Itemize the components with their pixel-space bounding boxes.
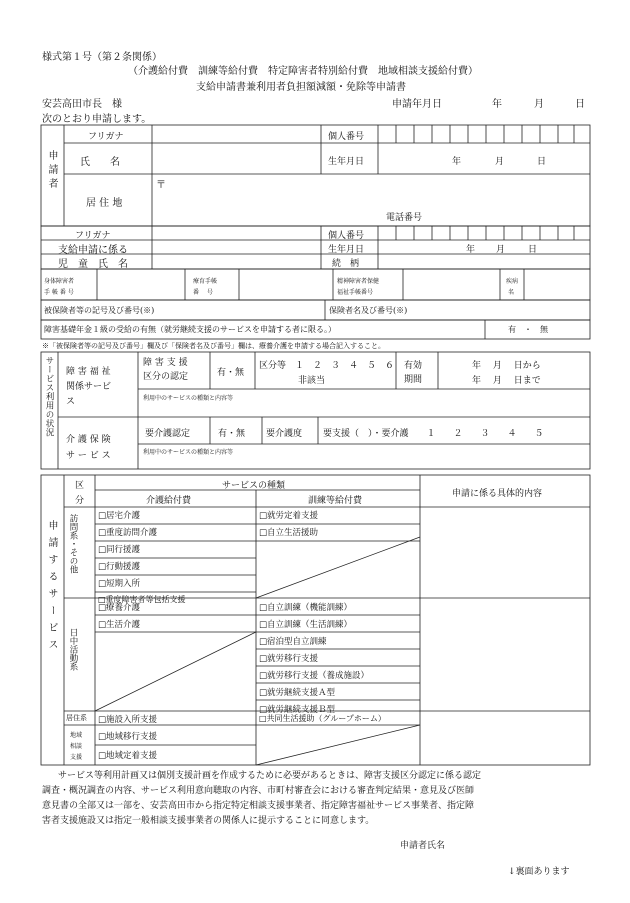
checkbox-group-home[interactable]: □共同生活援助（グループホーム） — [259, 714, 386, 723]
care-in-use-label: 利用中のサービスの種類と内容等 — [143, 449, 234, 456]
valid-period-label-2: 期間 — [404, 375, 423, 385]
support-class-scale: 区分等 １ ２ ３ ４ ５ ６ — [259, 361, 395, 371]
postal-mark: 〒 — [156, 180, 166, 191]
checkbox-medical-care[interactable]: □療養介護 — [98, 603, 141, 613]
checkbox-independent-living[interactable]: □自立生活援助 — [259, 528, 319, 538]
intro-text: 次のとおり申請します。 — [42, 114, 152, 125]
checkbox-employment-transition[interactable]: □就労移行支援 — [259, 654, 319, 664]
applicant-birth-label: 生年月日 — [328, 157, 365, 167]
checkbox-work-retention[interactable]: □就労定着支援 — [259, 511, 319, 521]
care-cert-label: 要介護認定 — [145, 429, 191, 439]
checkbox-life-care[interactable]: □生活介護 — [98, 620, 141, 630]
category-community-2: 相談 — [70, 743, 83, 750]
insured-no-label: 被保険者等の記号及び番号(※) — [44, 306, 155, 315]
welfare-in-use-label: 利用中のサービスの種類と内容等 — [143, 395, 234, 402]
category-community-1: 地域 — [70, 732, 83, 739]
applicant-birth-month: 月 — [495, 157, 505, 167]
checkbox-short-stay[interactable]: □短期入所 — [98, 579, 141, 589]
welfare-label-3: ス — [66, 397, 76, 407]
checkbox-residential-training[interactable]: □宿泊型自立訓練 — [259, 637, 327, 647]
physical-handbook-label-1: 身体障害者 — [44, 278, 75, 285]
child-label-1: 支給申請に係る — [58, 245, 128, 256]
checkbox-severe-visit-care[interactable]: □重度訪問介護 — [98, 528, 158, 538]
checkbox-home-care[interactable]: □居宅介護 — [98, 511, 141, 521]
date-month: 月 — [534, 99, 544, 110]
category-residence: 居住系 — [66, 714, 87, 722]
period-to: 年 月 日まで — [472, 376, 541, 386]
checkbox-community-transition[interactable]: □地域移行支援 — [98, 732, 158, 742]
applicant-birth-year: 年 — [452, 157, 462, 167]
child-birth-year: 年 — [466, 245, 476, 255]
insurer-label: 保険者名及び番号(※) — [329, 306, 408, 315]
kubun-label-1: 区 — [75, 481, 85, 491]
valid-period-label-1: 有効 — [404, 361, 423, 371]
child-label-2: 児 童 氏 名 — [58, 259, 128, 270]
support-class-yes-no: 有・無 — [217, 368, 245, 378]
category-day-activity: 日中活動系 — [68, 628, 78, 671]
checkbox-accompany-support[interactable]: □同行援護 — [98, 545, 141, 555]
form-subtitle: （介護給付費 訓練等給付費 特定障害者特別給付費 地域相談支援給付費） — [128, 66, 478, 77]
consent-text-1: サービス等利用計画又は個別支援計画を作成するために必要があるときは、障害支援区分認定に係る認定 — [58, 771, 482, 781]
not-applicable-label: 非該当 — [298, 376, 326, 386]
applicant-address-label: 居 住 地 — [86, 198, 123, 209]
disease-label-2: 名 — [508, 289, 515, 296]
mental-handbook-label-2: 福祉手帳番号 — [337, 289, 374, 296]
care-insurance-label-1: 介 護 保 険 — [66, 435, 111, 445]
welfare-label-2: 関係サービ — [66, 382, 112, 392]
care-benefit-header: 介護給付費 — [146, 496, 192, 506]
consent-text-3: 意見書の全部又は一部を、安芸高田市から指定特定相談支援事業者、指定障害福祉サービス事業者、指定障 — [42, 801, 475, 811]
support-class-label-1: 障 害 支 援 — [143, 358, 188, 368]
training-benefit-header: 訓練等給付費 — [308, 496, 363, 506]
checkbox-comprehensive-support[interactable]: □重度障害者等包括支援 — [98, 595, 186, 604]
checkbox-life-training[interactable]: □自立訓練（生活訓練） — [259, 620, 353, 630]
detail-header: 申請に係る具体的内容 — [452, 489, 543, 499]
insurance-note: ※「被保険者等の記号及び番号」欄及び「保険者名及び番号」欄は、療養介護を申請する場合記入すること。 — [42, 342, 385, 350]
category-community-3: 支援 — [70, 754, 83, 761]
consent-text-2: 調査・概況調査の内容、サービス利用意向聴取の内容、市町村審査会における審査判定結果・意見及び医師 — [42, 786, 475, 796]
checkbox-employment-transition-training[interactable]: □就労移行支援（養成施設） — [259, 671, 370, 681]
date-year: 年 — [492, 99, 502, 110]
applicant-birth-day: 日 — [537, 157, 547, 167]
checkbox-continuous-employment-b[interactable]: □就労継続支援Ｂ型 — [259, 705, 336, 715]
consent-text-4: 害者支援施設又は指定一般相談支援事業者の関係人に提示することに同意します。 — [42, 816, 375, 826]
form-number: 様式第１号（第２条関係） — [42, 52, 162, 63]
service-type-header: サービスの種類 — [222, 481, 286, 491]
pension-yes-no: 有 ・ 無 — [508, 325, 548, 334]
phone-label: 電話番号 — [386, 213, 423, 223]
child-personal-no-label: 個人番号 — [328, 231, 365, 241]
care-degree-label: 要介護度 — [266, 429, 303, 439]
checkbox-functional-training[interactable]: □自立訓練（機能訓練） — [259, 603, 353, 613]
care-insurance-label-2: サ ー ビ ス — [66, 451, 111, 461]
usage-side-label: サービス利用の状況 — [44, 356, 54, 437]
checkbox-continuous-employment-a[interactable]: □就労継続支援Ａ型 — [259, 688, 336, 698]
signature-label: 申請者氏名 — [400, 841, 446, 851]
services-side-label: 申請するサービス — [46, 520, 57, 656]
child-furigana-label: フリガナ — [75, 231, 111, 241]
child-birth-label: 生年月日 — [328, 245, 365, 255]
date-day: 日 — [575, 99, 585, 110]
period-from: 年 月 日から — [472, 361, 541, 371]
support-class-label-2: 区分の認定 — [143, 372, 189, 382]
care-cert-yes-no: 有・無 — [218, 429, 246, 439]
applicant-furigana-label: フリガナ — [88, 132, 124, 142]
applicant-name-label: 氏 名 — [80, 157, 120, 168]
rehab-handbook-label-1: 療育手帳 — [193, 278, 218, 285]
applicant-personal-no-label: 個人番号 — [328, 132, 365, 142]
back-page-note: ↓裏面あります — [508, 867, 570, 877]
physical-handbook-label-2: 手 帳 番 号 — [44, 289, 74, 296]
mental-handbook-label-1: 精神障害者保健 — [337, 278, 380, 285]
pension-label: 障害基礎年金１級の受給の有無（就労継続支援のサービスを申請する者に限る。） — [44, 325, 336, 334]
child-relation-label: 続 柄 — [332, 259, 360, 269]
addressee: 安芸高田市長 様 — [42, 99, 122, 110]
form-title: 支給申請書兼利用者負担額減額・免除等申請書 — [196, 82, 406, 93]
checkbox-behavior-support[interactable]: □行動援護 — [98, 562, 141, 572]
checkbox-community-settlement[interactable]: □地域定着支援 — [98, 751, 158, 761]
application-date-label: 申請年月日 — [392, 99, 442, 110]
category-visit: 訪問系・その他 — [68, 514, 78, 574]
rehab-handbook-label-2: 番 号 — [193, 289, 213, 296]
child-birth-day: 日 — [528, 245, 538, 255]
kubun-label-2: 分 — [75, 496, 85, 506]
child-birth-month: 月 — [496, 245, 506, 255]
checkbox-facility-admission[interactable]: □施設入所支援 — [98, 715, 158, 725]
care-degree-scale: 要支援（ ）・要介護 １ ２ ３ ４ ５ — [323, 429, 544, 439]
welfare-label-1: 障 害 福 祉 — [66, 367, 111, 377]
disease-label-1: 疾病 — [506, 278, 519, 285]
applicant-side-label: 申請者 — [46, 150, 57, 192]
